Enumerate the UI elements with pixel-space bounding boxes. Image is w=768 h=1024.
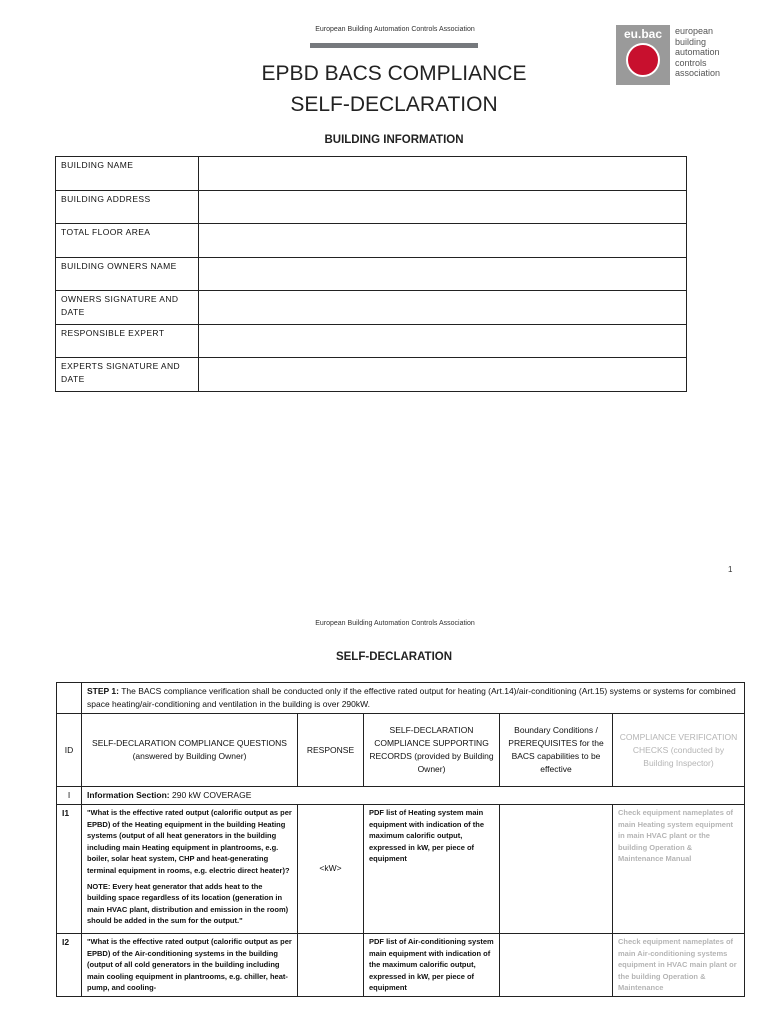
step-row — [57, 683, 745, 714]
logo-wordmark — [675, 26, 720, 79]
column-header-boundary: Boundary Conditions / PREREQUISITES for the BACS capabilities to be effective — [500, 714, 613, 787]
column-header-row — [57, 714, 745, 787]
table-row — [56, 191, 687, 224]
document-title — [180, 58, 608, 120]
association-name: European Building Automation Controls Association — [315, 26, 475, 33]
step-text: The BACS compliance verification shall be conducted only if the effective rated output for heating (Art.14)/air-conditioning (Art.15) systems or systems for combined space heating/air-conditioning and ventilation in the building is over 290kW. — [87, 686, 736, 709]
field-value[interactable] — [199, 291, 687, 325]
response-cell[interactable] — [298, 933, 364, 996]
question-cell: "What is the effective rated output (calorific output as per EPBD) of the Air-conditioning systems in the building (output of all cold generators in the building including main cooling equipment in plantrooms, e.g. chiller, heat-pump, and cooling- — [82, 933, 298, 996]
column-header-checks: COMPLIANCE VERIFICATION CHECKS (conducted by Building Inspector) — [613, 714, 745, 787]
info-section-cell — [82, 787, 745, 805]
records-cell: PDF list of Heating system main equipment with indication of the maximum calorific output, expressed in kW, per piece of equipment — [364, 805, 500, 934]
self-declaration-table — [56, 682, 745, 997]
page-number: 1 — [728, 565, 733, 574]
title-line-1: EPBD BACS COMPLIANCE — [261, 62, 527, 85]
info-section-label: Information Section: — [87, 790, 170, 800]
logo-word: building — [675, 36, 707, 47]
logo-word: association — [675, 68, 721, 78]
question-text: "What is the effective rated output (calorific output as per EPBD) of the Heating equipment in the building Heating systems (output of all heat generators in the building including main Heating equipment in plantrooms, e.g. boiler, solar heat system, CHP and heat-generating terminal equipment in rooms, e.g. electric direct heater)? — [87, 808, 292, 875]
step-id-cell — [57, 683, 82, 714]
field-label: EXPERTS SIGNATURE AND DATE — [56, 358, 199, 392]
table-row — [57, 805, 745, 934]
logo-mark — [616, 25, 670, 85]
field-label: TOTAL FLOOR AREA — [56, 224, 199, 258]
header-divider-bar — [310, 43, 478, 48]
building-info-table — [55, 156, 687, 392]
table-row — [56, 358, 687, 392]
table-row — [56, 157, 687, 191]
checks-cell: Check equipment nameplates of main Heating system equipment in main HVAC plant or the building Operation & Maintenance Manual — [613, 805, 745, 934]
table-row — [56, 291, 687, 325]
step-label: STEP 1: — [87, 686, 119, 696]
response-cell[interactable]: <kW> — [298, 805, 364, 934]
records-cell: PDF list of Air-conditioning system main equipment with indication of the maximum calorific output, expressed in kW, per piece of equipment — [364, 933, 500, 996]
field-value[interactable] — [199, 325, 687, 358]
column-header-id: ID — [57, 714, 82, 787]
field-value[interactable] — [199, 191, 687, 224]
table-row — [56, 224, 687, 258]
field-value[interactable] — [199, 224, 687, 258]
table-row — [56, 325, 687, 358]
logo-word: european — [675, 26, 714, 36]
logo-word: automation — [675, 47, 720, 57]
field-value[interactable] — [199, 157, 687, 191]
column-header-questions: SELF-DECLARATION COMPLIANCE QUESTIONS (answered by Building Owner) — [82, 714, 298, 787]
question-cell — [82, 805, 298, 934]
row-id: I2 — [57, 933, 82, 996]
step-cell — [82, 683, 745, 714]
field-label: BUILDING NAME — [56, 157, 199, 191]
info-section-value: 290 kW COVERAGE — [172, 790, 252, 800]
logo-red-circle — [626, 43, 660, 77]
field-label: BUILDING ADDRESS — [56, 191, 199, 224]
info-section-row — [57, 787, 745, 805]
logo-mark-text: eu.bac — [623, 27, 662, 41]
column-header-records: SELF-DECLARATION COMPLIANCE SUPPORTING RECORDS (provided by Building Owner) — [364, 714, 500, 787]
boundary-cell — [500, 805, 613, 934]
field-label: RESPONSIBLE EXPERT — [56, 325, 199, 358]
boundary-cell — [500, 933, 613, 996]
self-declaration-heading: SELF-DECLARATION — [335, 651, 453, 663]
field-value[interactable] — [199, 358, 687, 392]
checks-cell: Check equipment nameplates of main Air-conditioning systems equipment in HVAC main plant or the building Operation & Maintenance — [613, 933, 745, 996]
table-row — [56, 258, 687, 291]
title-line-2: SELF-DECLARATION — [290, 93, 498, 116]
field-label: OWNERS SIGNATURE AND DATE — [56, 291, 199, 325]
info-section-id: I — [57, 787, 82, 805]
column-header-response: RESPONSE — [298, 714, 364, 787]
building-info-heading: BUILDING INFORMATION — [324, 134, 464, 146]
table-row — [57, 933, 745, 996]
association-name-page2: European Building Automation Controls Association — [315, 620, 475, 627]
eubac-logo — [614, 22, 724, 88]
field-value[interactable] — [199, 258, 687, 291]
field-label: BUILDING OWNERS NAME — [56, 258, 199, 291]
question-note: NOTE: Every heat generator that adds heat to the building space regardless of its location (generation in main HVAC plant, distribution and emission in the room) should be added in the sum for the output." — [87, 881, 289, 926]
row-id: I1 — [57, 805, 82, 934]
logo-word: controls — [675, 57, 707, 68]
